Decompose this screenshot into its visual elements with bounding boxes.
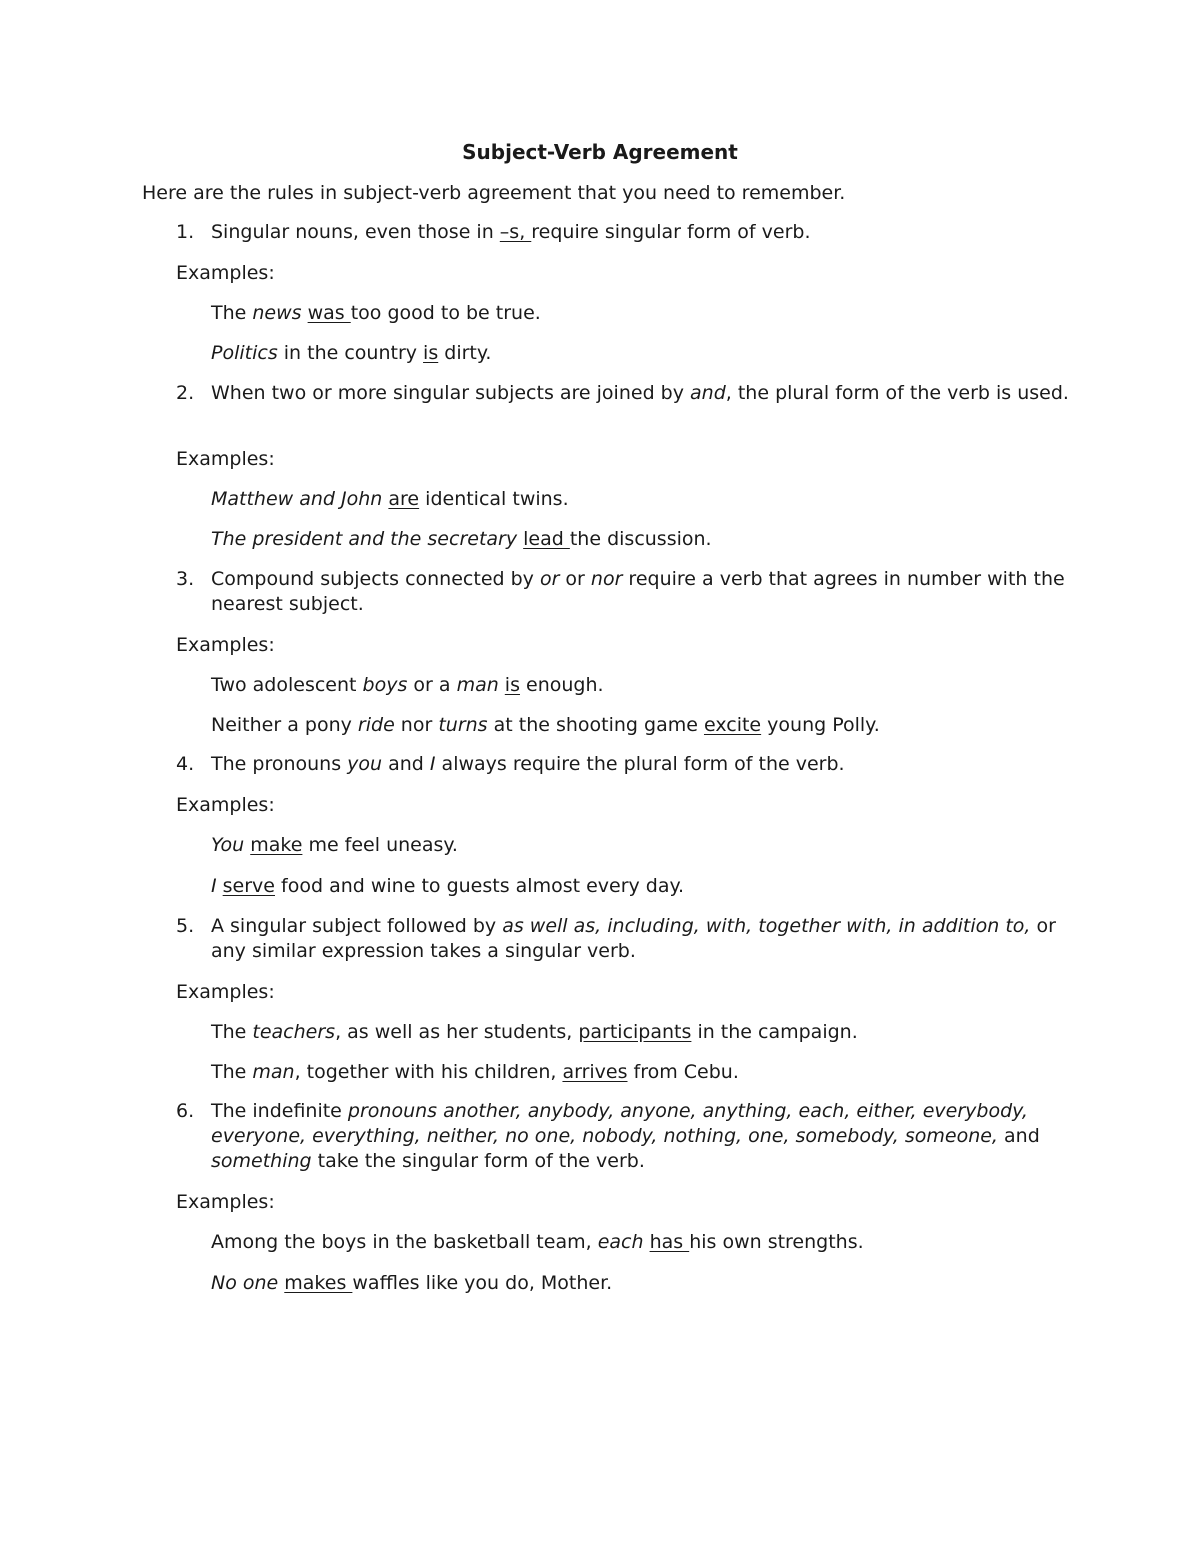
- italic-text: you: [347, 753, 383, 775]
- rule-number: 3.: [176, 568, 195, 590]
- rule-number: 5.: [176, 915, 195, 937]
- text-run: young Polly.: [761, 714, 880, 736]
- example-sentence: [211, 526, 712, 552]
- text-run: the discussion.: [569, 528, 712, 550]
- text-run: dirty.: [438, 342, 492, 364]
- examples-label: Examples:: [176, 1191, 275, 1213]
- text-run: or a: [407, 674, 457, 696]
- underlined-verb: is: [504, 674, 520, 696]
- text-run: The pronouns: [211, 753, 348, 775]
- italic-text: each: [597, 1231, 650, 1253]
- text-run: The: [211, 1021, 253, 1043]
- underlined-verb: excite: [703, 714, 762, 736]
- italic-text: man: [252, 1061, 295, 1083]
- text-run: food and wine to guests almost every day.: [275, 875, 685, 897]
- text-run: identical twins.: [419, 488, 569, 510]
- underlined-verb: arrives: [562, 1061, 628, 1083]
- underlined-verb: participants: [578, 1021, 692, 1043]
- italic-text: nor: [590, 568, 623, 590]
- italic-text: I: [211, 875, 223, 897]
- rule-text: [211, 752, 1071, 777]
- example-sentence: [211, 1229, 864, 1255]
- example-sentence: [211, 712, 880, 738]
- text-run: Two adolescent: [211, 674, 363, 696]
- rule-number: 6.: [176, 1100, 195, 1122]
- text-run: The: [211, 302, 253, 324]
- italic-text: or: [539, 568, 560, 590]
- rule-number: 1.: [176, 221, 195, 243]
- example-sentence: [211, 672, 604, 698]
- text-run: from Cebu.: [627, 1061, 739, 1083]
- text-run: always require the plural form of the verb.: [435, 753, 845, 775]
- text-run: and: [382, 753, 430, 775]
- text-run: too good to be true.: [350, 302, 541, 324]
- text-run: at the shooting game: [487, 714, 704, 736]
- examples-label: Examples:: [176, 794, 275, 816]
- italic-text: No one: [211, 1272, 285, 1294]
- rule-text: [211, 567, 1071, 617]
- text-run: require singular form of verb.: [531, 221, 811, 243]
- intro-paragraph: Here are the rules in subject-verb agreement that you need to remember.: [142, 182, 846, 204]
- text-run: his own strengths.: [689, 1231, 864, 1253]
- italic-text: turns: [438, 714, 488, 736]
- text-run: in the country: [283, 342, 424, 364]
- italic-text: teachers: [252, 1021, 336, 1043]
- underlined-verb: are: [388, 488, 420, 510]
- underlined-verb: –s,: [499, 221, 532, 243]
- italic-text: ride: [357, 714, 395, 736]
- text-run: me feel uneasy.: [302, 834, 458, 856]
- rule-text: [211, 381, 1071, 406]
- italic-text: something: [211, 1150, 312, 1172]
- text-run: enough.: [519, 674, 604, 696]
- example-sentence: [211, 300, 541, 326]
- rule-text: [211, 220, 1071, 245]
- underlined-verb: serve: [222, 875, 275, 897]
- underlined-verb: makes: [284, 1272, 353, 1294]
- italic-text: You: [211, 834, 251, 856]
- text-run: Singular nouns, even those in: [211, 221, 500, 243]
- rule-number: 4.: [176, 753, 195, 775]
- text-run: When two or more singular subjects are joined by: [211, 382, 691, 404]
- underlined-verb: is: [423, 342, 439, 364]
- rule-number: 2.: [176, 382, 195, 404]
- italic-text: boys: [362, 674, 408, 696]
- rule-text: [211, 914, 1071, 964]
- document-title: Subject-Verb Agreement: [462, 140, 738, 164]
- rule-text: [211, 1099, 1071, 1174]
- text-run: waffles like you do, Mother.: [352, 1272, 613, 1294]
- text-run: A singular subject followed by: [211, 915, 503, 937]
- underlined-verb: was: [307, 302, 351, 324]
- example-sentence: [211, 873, 684, 899]
- italic-text: news: [252, 302, 308, 324]
- text-run: , the plural form of the verb is used.: [725, 382, 1069, 404]
- text-run: or any similar expression takes a singular verb.: [211, 915, 1056, 962]
- italic-text: and: [690, 382, 726, 404]
- text-run: Among the boys in the basketball team,: [211, 1231, 598, 1253]
- example-sentence: [211, 1059, 739, 1085]
- italic-text: as well as, including, with, together with, in addition to,: [502, 915, 1031, 937]
- italic-text: man: [456, 674, 505, 696]
- text-run: Neither a pony: [211, 714, 358, 736]
- text-run: or: [559, 568, 591, 590]
- examples-label: Examples:: [176, 981, 275, 1003]
- text-run: , together with his children,: [294, 1061, 563, 1083]
- examples-label: Examples:: [176, 634, 275, 656]
- italic-text: Matthew and John: [211, 488, 389, 510]
- italic-text: pronouns another, anybody, anyone, anything, each, either, everybody, everyone, everything, neither, no one, nobody, nothing, one, somebody, someone,: [211, 1100, 1028, 1147]
- example-sentence: [211, 486, 569, 512]
- text-run: and: [997, 1125, 1040, 1147]
- text-run: take the singular form of the verb.: [311, 1150, 645, 1172]
- text-run: The indefinite: [211, 1100, 348, 1122]
- example-sentence: [211, 1019, 858, 1045]
- text-run: Compound subjects connected by: [211, 568, 540, 590]
- text-run: require a verb that agrees in number with the nearest subject.: [211, 568, 1065, 615]
- text-run: nor: [394, 714, 439, 736]
- text-run: in the campaign.: [691, 1021, 858, 1043]
- italic-text: Politics: [211, 342, 284, 364]
- underlined-verb: has: [649, 1231, 690, 1253]
- italic-text: The president and the secretary: [211, 528, 524, 550]
- examples-label: Examples:: [176, 448, 275, 470]
- italic-text: I: [429, 753, 436, 775]
- underlined-verb: make: [250, 834, 303, 856]
- examples-label: Examples:: [176, 262, 275, 284]
- text-run: , as well as her students,: [335, 1021, 579, 1043]
- example-sentence: [211, 832, 458, 858]
- underlined-verb: lead: [523, 528, 570, 550]
- example-sentence: [211, 1270, 612, 1296]
- text-run: The: [211, 1061, 253, 1083]
- example-sentence: [211, 340, 491, 366]
